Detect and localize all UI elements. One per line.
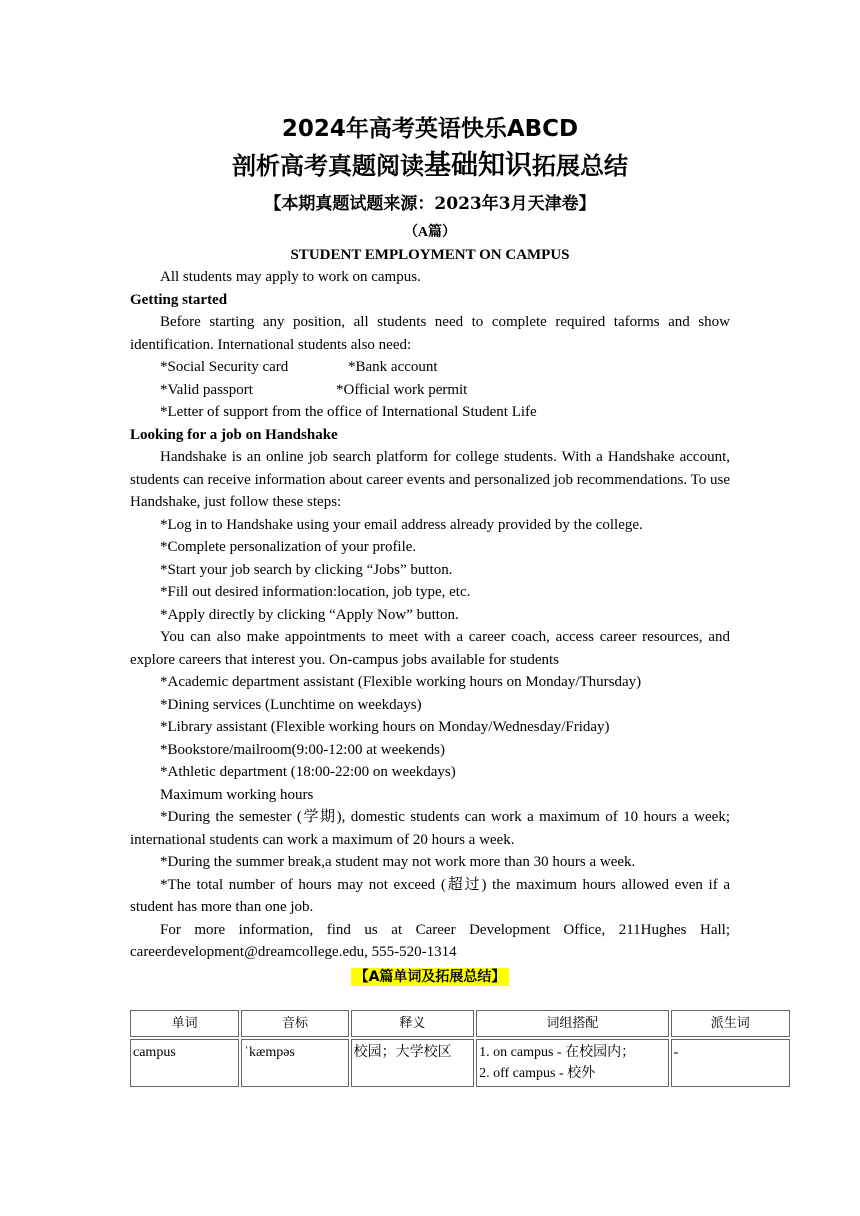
document-title: 2024年高考英语快乐ABCD — [281, 116, 579, 142]
requirement-ssn: *Social Security card — [160, 359, 289, 375]
header-cell-word: 单词 — [130, 1010, 239, 1037]
header-cell-phrases: 词组搭配 — [476, 1010, 668, 1037]
job-item: *Athletic department (18:00-22:00 on weekdays) — [160, 764, 456, 780]
cell-derivative: - — [671, 1039, 791, 1087]
requirement-row-1 — [130, 356, 730, 379]
intro-paragraph: All students may apply to work on campus. — [160, 269, 421, 285]
appointments-paragraph: You can also make appointments to meet with a career coach, access career resources, and explore careers that interest you. On-campus jobs available for students — [130, 629, 730, 668]
passage-title: STUDENT EMPLOYMENT ON CAMPUS — [290, 247, 570, 263]
source-line: 【本期真题试题来源：2023年3月天津卷】 — [264, 194, 596, 214]
requirement-permit: *Official work permit — [336, 381, 468, 398]
vocab-table — [128, 1008, 792, 1089]
getting-started-heading: Getting started — [130, 291, 228, 308]
header-cell-meaning: 释义 — [351, 1010, 475, 1037]
job-item: *Dining services (Lunchtime on weekdays) — [160, 696, 422, 713]
subtitle-part-1: 剖析高考真题阅读 — [232, 152, 424, 180]
requirement-bank: *Bank account — [348, 359, 438, 375]
handshake-paragraph: Handshake is an online job search platform for college students. With a Handshake account, students can receive information about career events and personalized job recommendations. To use Handshake, just follow these steps: — [130, 449, 730, 510]
table-row — [130, 1039, 790, 1087]
job-item: *Bookstore/mailroom(9:00-12:00 at weekends) — [160, 741, 445, 758]
requirement-passport: *Valid passport — [160, 381, 253, 398]
subtitle-part-2: 基础知识 — [424, 150, 532, 181]
job-item: *Academic department assistant (Flexible working hours on Monday/Thursday) — [160, 674, 642, 690]
vocab-heading-wrap — [130, 966, 730, 986]
vocab-header-row — [130, 1010, 790, 1037]
header-cell-phonetic: 音标 — [241, 1010, 348, 1037]
requirement-letter: *Letter of support from the office of International Student Life — [160, 404, 537, 420]
getting-started-paragraph: Before starting any position, all students need to complete required taforms and show identification. International students also need: — [130, 314, 730, 353]
subtitle-part-3: 拓展总结 — [532, 152, 628, 180]
document-page — [130, 112, 730, 988]
step-item: *Fill out desired information:location, job type, etc. — [160, 584, 471, 600]
requirement-row-2 — [130, 379, 730, 402]
step-item: *Complete personalization of your profile. — [160, 539, 417, 555]
phrase-line: 1. on campus - 在校园内； — [479, 1045, 636, 1060]
cell-phrases — [476, 1039, 668, 1087]
section-label: （A篇） — [403, 225, 457, 240]
rule-item: *The total number of hours may not exceed (超过) the maximum hours allowed even if a student has more than one job. — [130, 876, 730, 915]
document-subtitle — [130, 146, 730, 186]
contact-paragraph: For more information, find us at Career Development Office, 211Hughes Hall; careerdevelopment@dreamcollege.edu, 555-520-1314 — [130, 921, 730, 960]
cell-meaning: 校园；大学校区 — [351, 1039, 475, 1087]
cell-phonetic: ˈkæmpəs — [241, 1039, 348, 1087]
looking-heading: Looking for a job on Handshake — [130, 426, 338, 443]
rule-item: *During the semester (学期), domestic students can work a maximum of 10 hours a week; international students can work a maximum of 20 hours a week. — [130, 809, 730, 848]
step-item: *Log in to Handshake using your email address already provided by the college. — [160, 516, 643, 533]
phrase-line: 2. off campus - 校外 — [479, 1066, 596, 1081]
rule-item: *During the summer break,a student may not work more than 30 hours a week. — [160, 854, 636, 870]
header-cell-derivative: 派生词 — [671, 1010, 791, 1037]
step-item: *Apply directly by clicking “Apply Now” button. — [160, 606, 459, 623]
vocab-heading: 【A篇单词及拓展总结】 — [351, 968, 510, 986]
job-item: *Library assistant (Flexible working hours on Monday/Wednesday/Friday) — [160, 719, 610, 735]
max-hours-heading: Maximum working hours — [160, 786, 314, 803]
step-item: *Start your job search by clicking “Jobs” button. — [160, 561, 453, 578]
cell-word: campus — [130, 1039, 239, 1087]
